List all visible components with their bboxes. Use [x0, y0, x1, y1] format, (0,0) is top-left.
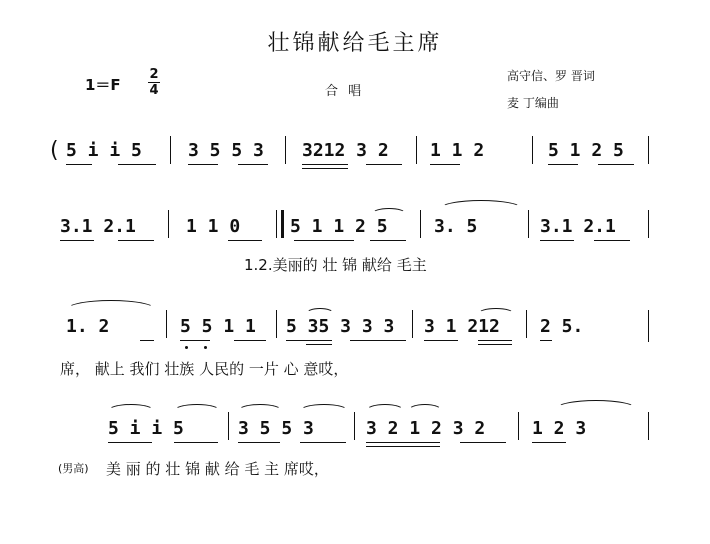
- underline: [424, 340, 458, 341]
- barline: [285, 136, 286, 164]
- underline: [302, 164, 348, 165]
- lyrics-line-3: 席， 献上 我们 壮族 人民的 一片 心 意哎，: [60, 360, 349, 378]
- underline: [478, 340, 512, 341]
- measure-3-2: 5 5 1 1: [180, 316, 256, 337]
- measure-4-1: 5 i i 5: [108, 418, 184, 439]
- barline: [276, 210, 277, 238]
- measure-3-4: 3 1 212: [424, 316, 500, 337]
- measure-4-4: 1 2 3: [532, 418, 587, 439]
- barline: [648, 310, 649, 342]
- staff-line-3: [0, 310, 710, 378]
- underline: [540, 340, 552, 341]
- time-signature-bottom: 4: [149, 83, 159, 98]
- slur: [108, 404, 154, 417]
- measure-1-3: 3212 3 2: [302, 140, 389, 161]
- measure-4-2: 3 5 5 3: [238, 418, 314, 439]
- lyrics-line-2: 1.2.美丽的 壮 锦 献给 毛主: [244, 256, 427, 274]
- barline: [166, 310, 167, 338]
- underline: [140, 340, 154, 341]
- underline: [532, 442, 566, 443]
- low-octave-dot: [204, 346, 207, 349]
- song-title: 壮锦献给毛主席: [267, 31, 443, 56]
- underline: [188, 164, 218, 165]
- underline: [370, 240, 406, 241]
- barline: [416, 136, 417, 164]
- barline: [648, 136, 649, 164]
- underline: [118, 240, 154, 241]
- measure-2-5: 3.1 2.1: [540, 216, 616, 237]
- slur: [174, 404, 220, 417]
- measure-1-1: 5 i i 5: [66, 140, 142, 161]
- staff-line-4: [0, 412, 710, 478]
- underline: [238, 164, 268, 165]
- underline: [228, 240, 262, 241]
- underline: [306, 344, 332, 345]
- barline: [354, 412, 355, 440]
- underline: [180, 340, 210, 341]
- low-octave-dot: [185, 346, 188, 349]
- measure-2-2: 1 1 0: [186, 216, 241, 237]
- measure-2-3: 5 1 1 2 5: [290, 216, 388, 237]
- underline: [286, 340, 332, 341]
- measure-3-3: 5 35 3 3 3: [286, 316, 395, 337]
- underline: [350, 340, 406, 341]
- barline: [648, 412, 649, 440]
- tie: [440, 200, 522, 217]
- open-paren: (: [50, 138, 59, 163]
- measure-2-1: 3.1 2.1: [60, 216, 136, 237]
- slur: [366, 404, 404, 417]
- barline: [228, 412, 229, 440]
- performance-mode: 合 唱: [325, 84, 365, 99]
- underline: [294, 240, 354, 241]
- barline: [412, 310, 413, 338]
- barline: [170, 136, 171, 164]
- slur: [238, 404, 282, 417]
- slur: [408, 404, 442, 417]
- measure-1-2: 3 5 5 3: [188, 140, 264, 161]
- voice-part-label: (男高): [58, 462, 89, 475]
- barline: [528, 210, 529, 238]
- measure-3-1: 1. 2: [66, 316, 110, 337]
- tie: [556, 400, 636, 417]
- underline: [366, 164, 402, 165]
- slur: [478, 308, 514, 319]
- time-signature-top: 2: [149, 67, 159, 82]
- slur: [372, 208, 406, 219]
- slur: [300, 404, 348, 417]
- time-signature: [148, 68, 160, 97]
- underline: [460, 442, 506, 443]
- composer-credit: 麦 丁编曲: [507, 96, 559, 110]
- barline: [420, 210, 421, 238]
- measure-1-5: 5 1 2 5: [548, 140, 624, 161]
- underline: [300, 442, 346, 443]
- underline: [108, 442, 152, 443]
- underline: [366, 446, 440, 447]
- barline: [168, 210, 169, 238]
- underline: [366, 442, 440, 443]
- underline: [302, 168, 348, 169]
- staff-line-1: [0, 128, 710, 188]
- slur: [306, 308, 334, 319]
- underline: [60, 240, 94, 241]
- underline: [430, 164, 460, 165]
- underline: [548, 164, 578, 165]
- barline: [648, 210, 649, 238]
- measure-2-4: 3. 5: [434, 216, 478, 237]
- underline: [540, 240, 574, 241]
- underline: [174, 442, 218, 443]
- barline: [518, 412, 519, 440]
- underline: [594, 240, 630, 241]
- lyricist-credit: 高守信、罗 晋词: [507, 69, 595, 83]
- underline: [598, 164, 634, 165]
- underline: [66, 164, 92, 165]
- underline: [238, 442, 280, 443]
- barline: [276, 310, 277, 338]
- measure-3-5: 2 5.: [540, 316, 584, 337]
- lyrics-line-4: 美 丽 的 壮 锦 献 给 毛 主 席哎，: [106, 460, 329, 478]
- barline: [526, 310, 527, 338]
- underline: [478, 344, 512, 345]
- underline: [234, 340, 266, 341]
- measure-1-4: 1 1 2: [430, 140, 485, 161]
- underline: [118, 164, 156, 165]
- staff-line-2: [0, 210, 710, 274]
- measure-4-3: 3 2 1 2 3 2: [366, 418, 486, 439]
- key-signature: 1＝F: [85, 76, 121, 94]
- barline: [532, 136, 533, 164]
- repeat-barline: [281, 210, 284, 238]
